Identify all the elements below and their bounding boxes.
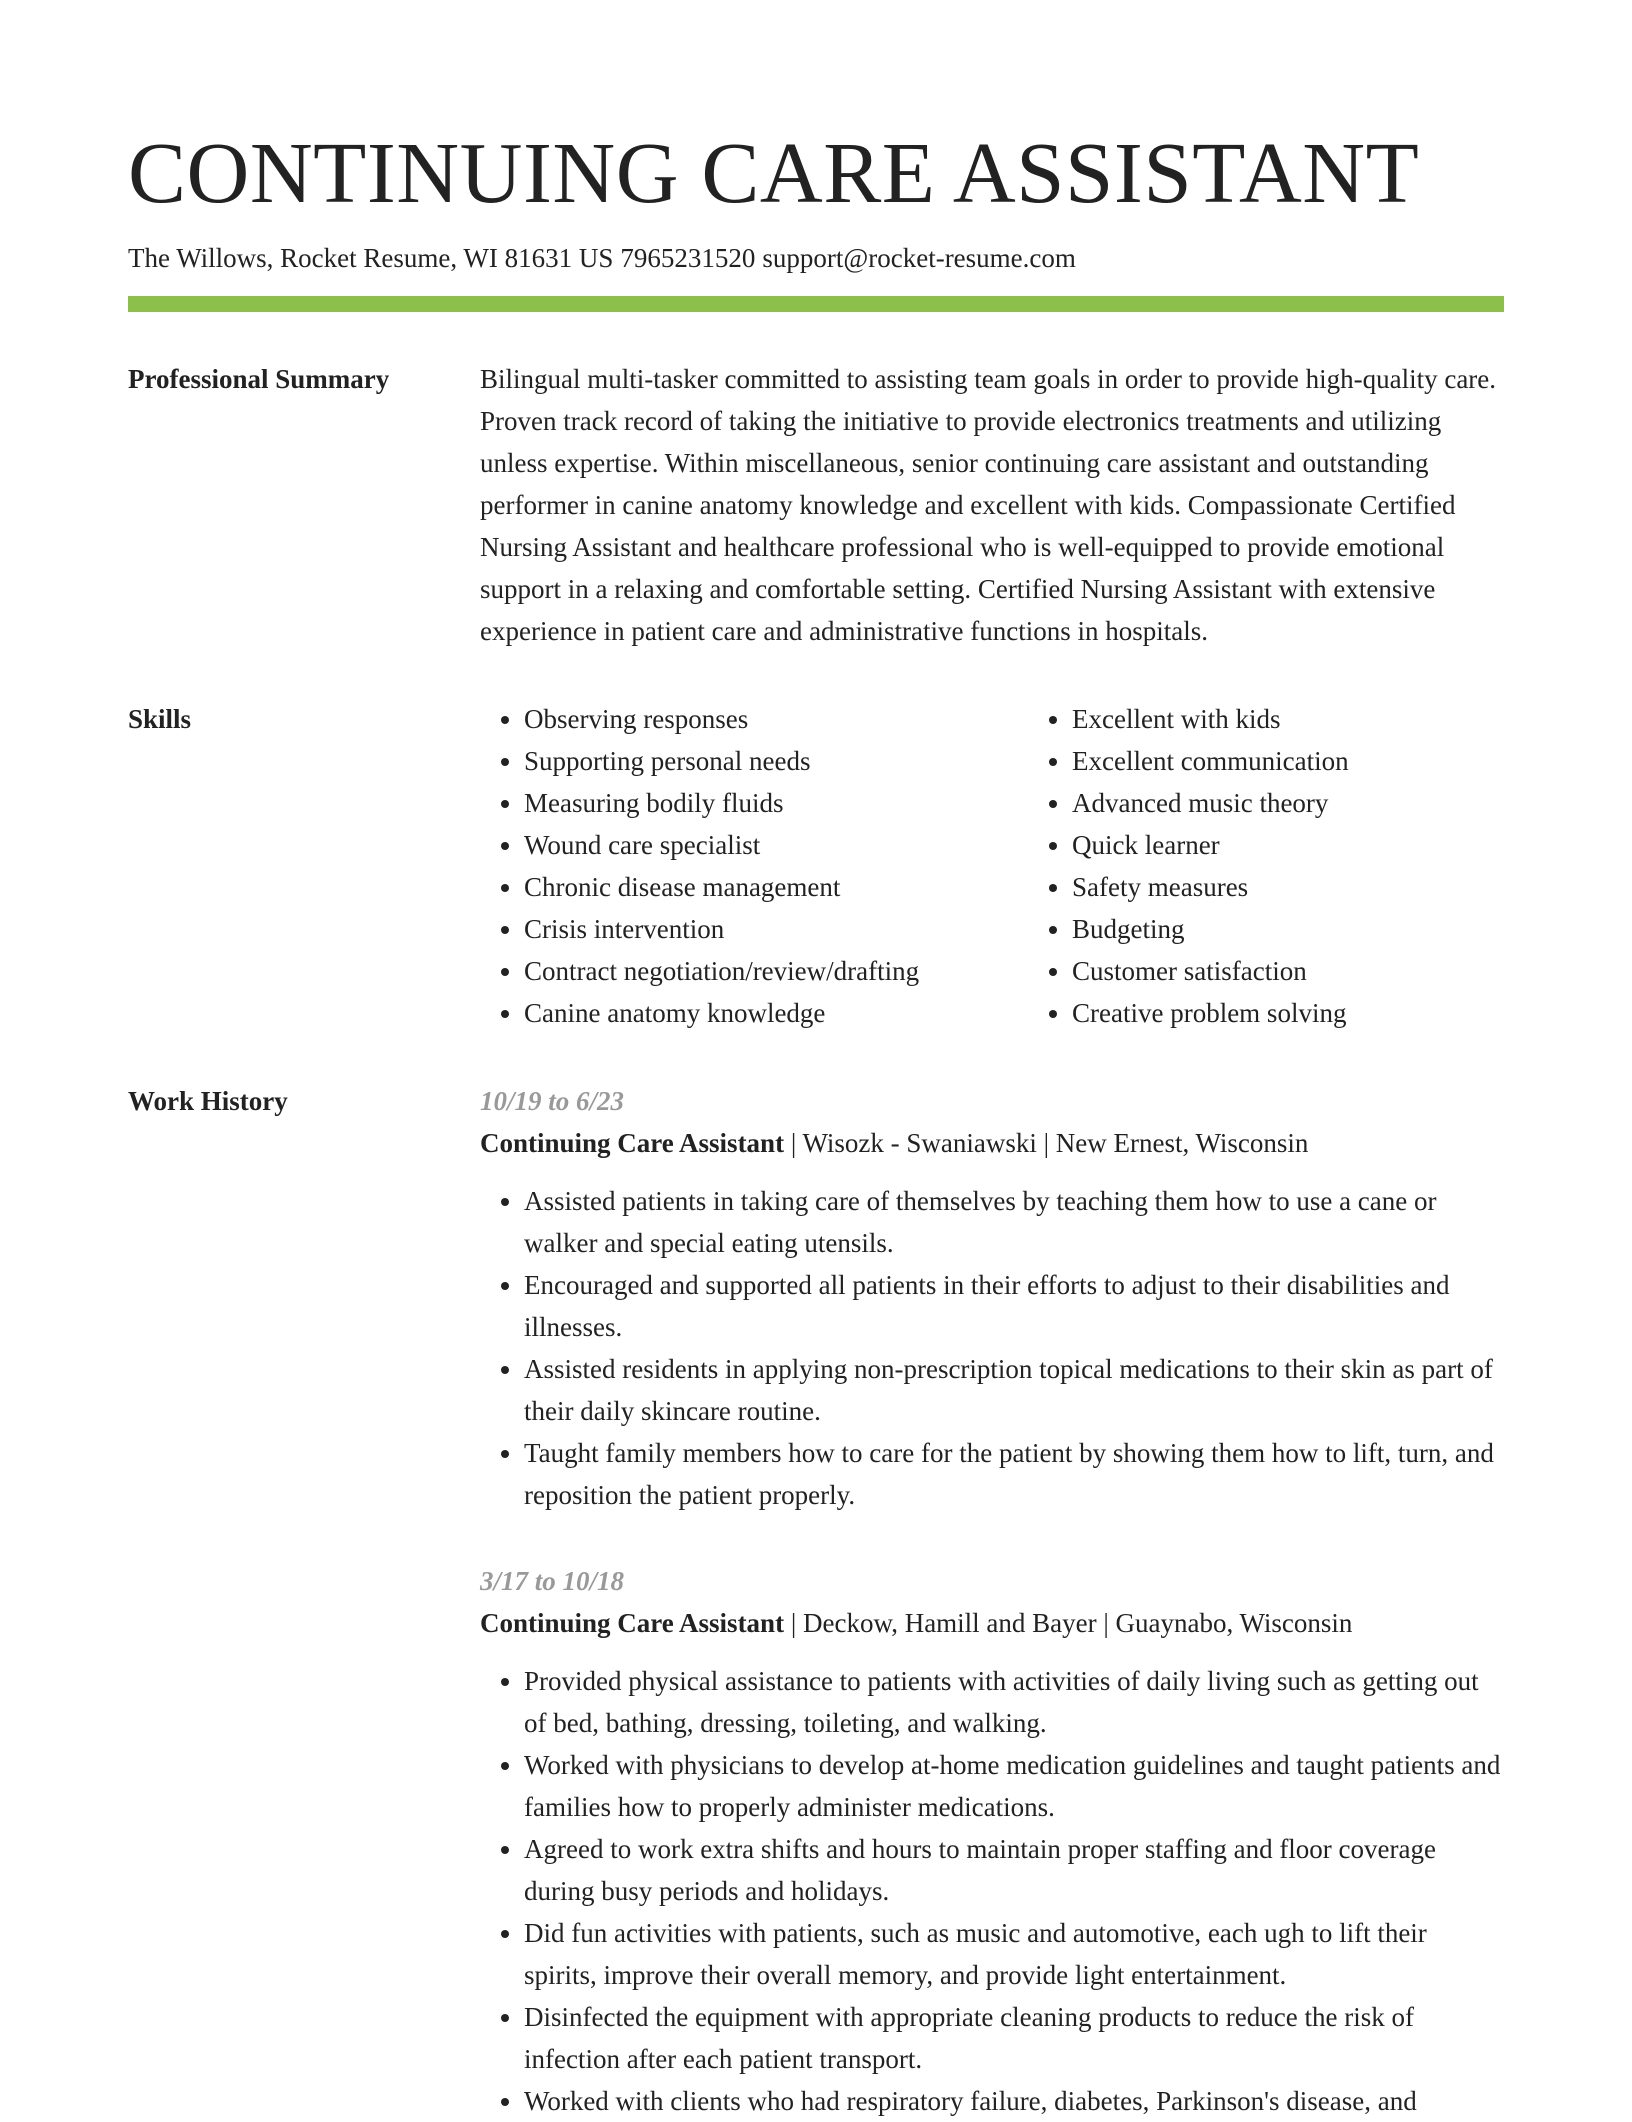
job-bullet: • Did fun activities with patients, such as music and automotive, each ugh to lift their spirits, improve their overall memory, and provide light entertainment. (524, 1912, 1504, 1996)
job-bullet: • Assisted residents in applying non-prescription topical medications to their skin as part of their daily skincare routine. (524, 1348, 1504, 1432)
job-bullets (480, 1660, 1504, 2122)
job-bullet: • Provided physical assistance to patients with activities of daily living such as getting out of bed, bathing, dressing, toileting, and walking. (524, 1660, 1504, 1744)
job-title: Continuing Care Assistant (480, 1608, 785, 1638)
job-employer-location: | Deckow, Hamill and Bayer | Guaynabo, Wisconsin (784, 1608, 1353, 1638)
job-title: Continuing Care Assistant (480, 1128, 785, 1158)
job-entry (480, 1080, 1504, 1516)
job-bullet: • Worked with physicians to develop at-home medication guidelines and taught patients and families how to properly administer medications. (524, 1744, 1504, 1828)
contact-address: The Willows, Rocket Resume, WI 81631 US (128, 243, 614, 273)
contact-email: support@rocket-resume.com (762, 243, 1076, 273)
skill-item: • Creative problem solving (1072, 992, 1552, 1034)
skill-item: • Canine anatomy knowledge (524, 992, 1028, 1034)
skill-item: • Excellent communication (1072, 740, 1552, 782)
job-bullet: • Worked with clients who had respiratory failure, diabetes, Parkinson's disease, and (524, 2080, 1504, 2122)
skill-item: • Quick learner (1072, 824, 1552, 866)
summary-text: Bilingual multi-tasker committed to assisting team goals in order to provide high-quality care. Proven track record of taking the initiative to provide electronics treatments and utilizing unless expertise. Within miscellaneous, senior continuing care assistant and outstanding performer in canine anatomy knowledge and excellent with kids. Compassionate Certified Nursing Assistant and healthcare professional who is well-equipped to provide emotional support in a relaxing and comfortable setting. Certified Nursing Assistant with extensive experience in patient care and administrative functions in hospitals. (480, 364, 1497, 646)
skills-list-right (1028, 698, 1552, 1034)
resume-name: CONTINUING CARE ASSISTANT (128, 124, 1420, 221)
skill-item: • Measuring bodily fluids (524, 782, 1028, 824)
job-bullet: • Agreed to work extra shifts and hours to maintain proper staffing and floor coverage during busy periods and holidays. (524, 1828, 1504, 1912)
skill-item: • Wound care specialist (524, 824, 1028, 866)
job-heading (480, 1602, 1504, 1644)
skill-item: • Observing responses (524, 698, 1028, 740)
resume-page (128, 0, 1504, 2122)
work-history-heading: Work History (128, 1086, 288, 1116)
skills-section (128, 698, 1504, 1034)
summary-section (128, 358, 1504, 652)
skill-item: • Crisis intervention (524, 908, 1028, 950)
contact-phone: 7965231520 (620, 243, 756, 273)
summary-heading: Professional Summary (128, 364, 390, 394)
job-bullet: • Encouraged and supported all patients in their efforts to adjust to their disabilities and illnesses. (524, 1264, 1504, 1348)
job-dates: 10/19 to 6/23 (480, 1086, 625, 1116)
skills-heading: Skills (128, 704, 192, 734)
job-heading (480, 1122, 1504, 1164)
job-dates: 3/17 to 10/18 (480, 1566, 625, 1596)
skills-list-left (480, 698, 1028, 1034)
skill-item: • Budgeting (1072, 908, 1552, 950)
contact-line (128, 240, 1504, 276)
job-bullet: • Disinfected the equipment with appropriate cleaning products to reduce the risk of infection after each patient transport. (524, 1996, 1504, 2080)
work-history-section (128, 1080, 1504, 2122)
skill-item: • Customer satisfaction (1072, 950, 1552, 992)
job-employer-location: | Wisozk - Swaniawski | New Ernest, Wisconsin (784, 1128, 1309, 1158)
skill-item: • Contract negotiation/review/drafting (524, 950, 1028, 992)
header-divider (128, 296, 1504, 312)
job-entry (480, 1560, 1504, 2122)
job-bullet: • Assisted patients in taking care of themselves by teaching them how to use a cane or walker and special eating utensils. (524, 1180, 1504, 1264)
skill-item: • Advanced music theory (1072, 782, 1552, 824)
skill-item: • Safety measures (1072, 866, 1552, 908)
job-bullets (480, 1180, 1504, 1516)
job-bullet: • Taught family members how to care for the patient by showing them how to lift, turn, and reposition the patient properly. (524, 1432, 1504, 1516)
skill-item: • Chronic disease management (524, 866, 1028, 908)
skill-item: • Supporting personal needs (524, 740, 1028, 782)
skill-item: • Excellent with kids (1072, 698, 1552, 740)
skills-grid (480, 698, 1552, 1034)
